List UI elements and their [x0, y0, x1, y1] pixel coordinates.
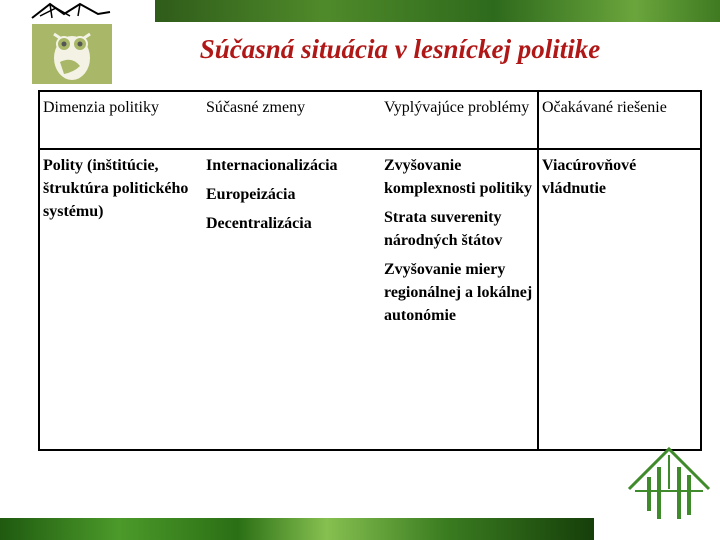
- slide-title: Súčasná situácia v lesníckej politike: [199, 34, 601, 64]
- cell-problems: [381, 149, 538, 450]
- table-row: [39, 149, 701, 450]
- header-changes: Súčasné zmeny: [203, 91, 381, 149]
- problem-item: Strata suverenity národných štátov: [384, 209, 503, 249]
- cell-solution: Viacúrovňové vládnutie: [542, 157, 637, 197]
- bottom-decorative-bar: [0, 518, 594, 540]
- cell-dimension: Polity (inštitúcie, štruktúra politického systému): [43, 157, 189, 220]
- change-item: Decentralizácia: [206, 215, 312, 232]
- forest-logo-icon: [625, 445, 713, 523]
- problem-item: Zvyšovanie miery regionálnej a lokálnej autonómie: [384, 261, 533, 324]
- policy-table: [38, 90, 702, 451]
- cell-changes: [203, 149, 381, 450]
- header-solution: Očakávané riešenie: [538, 91, 701, 149]
- change-item: Europeizácia: [206, 186, 296, 203]
- owl-logo-icon: [30, 0, 114, 86]
- table-header-row: [39, 91, 701, 149]
- top-decorative-bar: [155, 0, 720, 22]
- change-item: Internacionalizácia: [206, 157, 338, 174]
- problem-item: Zvyšovanie komplexnosti politiky: [384, 157, 533, 197]
- header-dimension: Dimenzia politiky: [39, 91, 203, 149]
- header-problems: Vyplývajúce problémy: [381, 91, 538, 149]
